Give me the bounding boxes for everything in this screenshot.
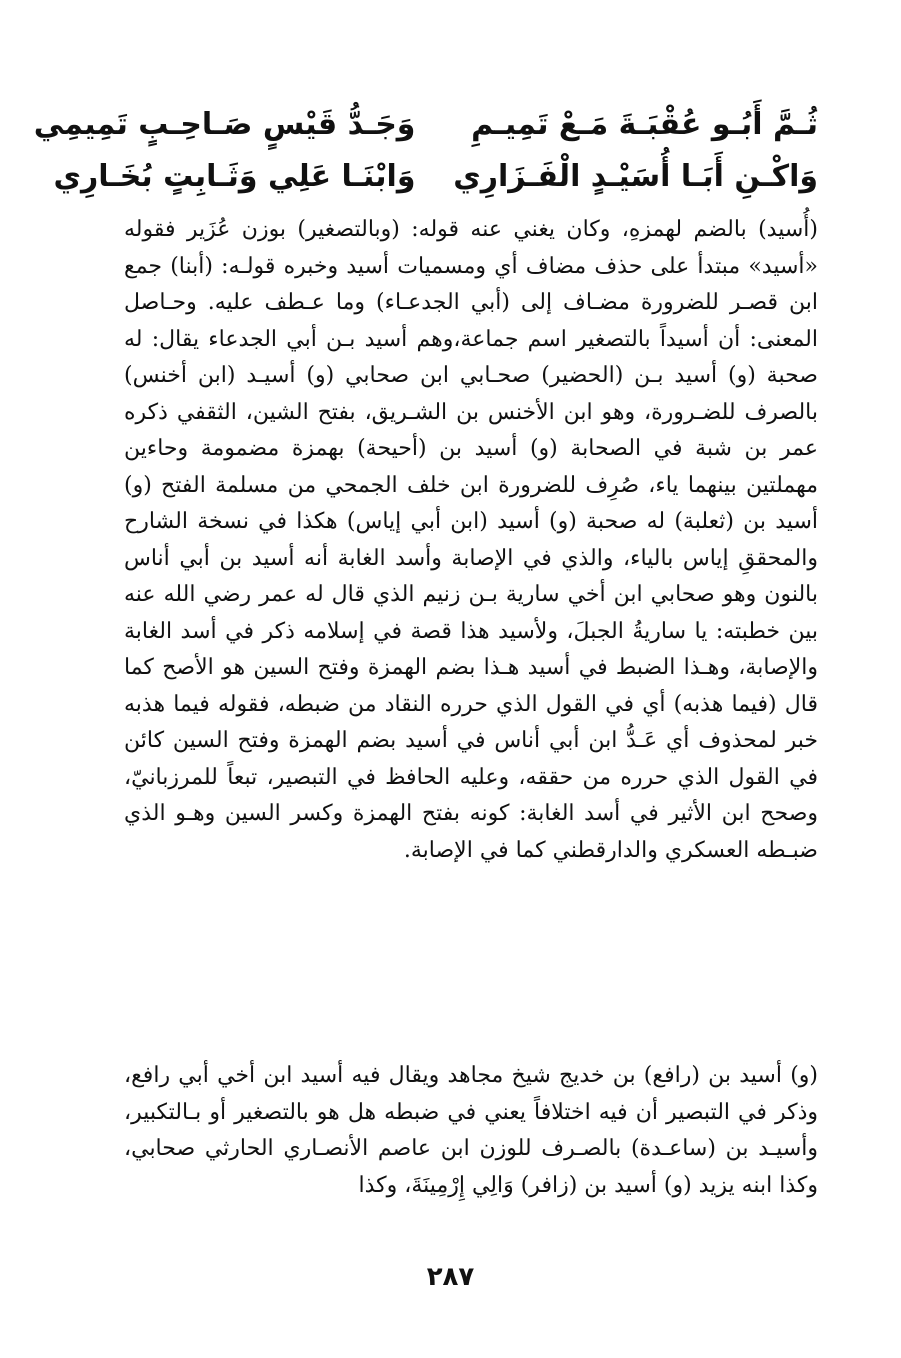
verse-line-1-first-hemistich: ثُـمَّ أَبُـو عُقْبَـةَ مَـعْ تَمِيـمِ (471, 106, 818, 142)
verse-block (33, 98, 818, 202)
verse-line-2-second-hemistich: وَابْنَـا عَلِي وَثَـابِتٍ بُخَـارِي (53, 158, 416, 194)
commentary-paragraph-2: (و) أسيد بن (رافع) بن خديج شيخ مجاهد ويقال فيه أسيد ابن أخي أبي رافع، وذكر في التبصير أن فيه اختلافاً يعني في ضبطه هل هو بالتصغير أو بـالتكبير، وأسيـد بن (ساعـدة) بالصـرف للوزن ابن عاصم الأنصـاري الحارثي صحابي، وكذا ابنه يزيد (و) أسيد بن (زافر) وَالِي إِرْمِينَةَ، وكذا (124, 1063, 818, 1198)
commentary-paragraph-1: (أُسيد) بالضم لهمزهِ، وكان يغني عنه قوله: (وبالتصغير) بوزن عُزَير فقوله «أسيد» مبتدأ على حذف مضاف أي ومسميات أسيد وخبره قولـه: (أبنا) جمع ابن قصـر للضرورة مضـاف إلى (أبي الجدعـاء) وما عـطف عليه. وحـاصل المعنى: أن أسيداً بالتصغير اسم جماعة،وهم أسيد بـن أبي الجدعاء يقال: له صحبة (و) أسيد بـن (الحضير) صحـابي ابن صحابي (و) أسيـد (ابن أخنس) بالصرف للضـرورة، وهو ابن الأخنس بن الشـريق، بفتح الشين، الثقفي ذكره عمر بن شبة في الصحابة (و) أسيد بن (أحيحة) بهمزة مضمومة وحاءين مهملتين بينهما ياء، صُرِف للضرورة ابن خلف الجمحي من مسلمة الفتح (و) أسيد بن (ثعلبة) له صحبة (و) أسيد (ابن أبي إياس) هكذا في نسخة الشارح والمحققِ إياس بالياء، والذي في الإصابة وأسد الغابة أنه أسيد بن أبي أناس بالنون وهو صحابي ابن أخي سارية بـن زنيم الذي قال له عمر رضي الله عنه بين خطبته: يا ساريةُ الجبلَ، ولأسيد هذا قصة في إسلامه ذكر في أسد الغابة والإصابة، وهـذا الضبط في أسيد هـذا بضم الهمزة وفتح السين هو الأصح كما قال (فيما هذبه) أي في القول الذي حرره النقاد من ضبطه، فقوله فيما هذبه خبر لمحذوف أي عَـدُّ ابن أبي أناس في أسيد بضم الهمزة وفتح السين كائن في القول الذي حرره من حققه، وعليه الحافظ في التبصير، تبعاً للمرزبانيّ، وصحح ابن الأثير في أسد الغابة: كونه بفتح الهمزة وكسر السين وهـو الذي ضبـطه العسكري والدارقطني كما في الإصابة. (124, 217, 819, 863)
verse-line-2 (53, 150, 818, 202)
verse-line-1 (33, 98, 818, 150)
verse-line-2-first-hemistich: وَاكْـنِ أَبَـا أُسَيْـدٍ الْفَـزَارِي (453, 158, 818, 194)
verse-line-1-second-hemistich: وَجَـدُّ قَيْسٍ صَـاحِـبٍ تَمِيمِي (33, 106, 416, 142)
page-number: ٢٨٧ (426, 1262, 475, 1292)
